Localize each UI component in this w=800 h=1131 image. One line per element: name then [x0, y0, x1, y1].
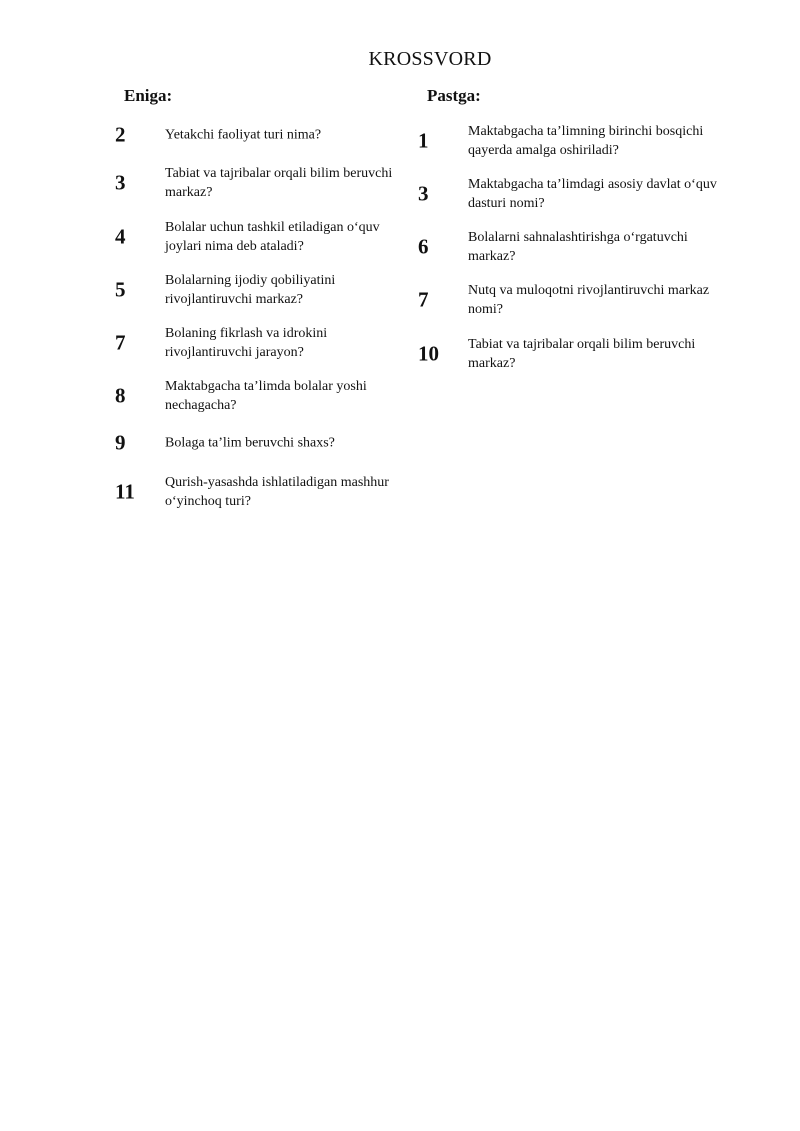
- clue-text: Tabiat va tajribalar orqali bilim beruvchi markaz?: [165, 166, 393, 200]
- across-clue: [115, 322, 415, 364]
- down-clue: [418, 226, 748, 268]
- clue-text: Bolalarni sahnalashtirishga o‘rgatuvchi markaz?: [468, 230, 688, 264]
- clue-text: Nutq va muloqotni rivojlantiruvchi markaz nomi?: [468, 283, 710, 317]
- down-heading: Pastga:: [427, 86, 481, 105]
- down-clue: [418, 333, 748, 375]
- across-clue: [115, 375, 415, 417]
- across-clue: [115, 162, 415, 204]
- clue-text: Maktabgacha ta’limda bolalar yoshi nechagacha?: [165, 379, 367, 413]
- clue-text: Bolalar uchun tashkil etiladigan o‘quv joylari nima deb ataladi?: [165, 220, 380, 254]
- clue-number: 4: [115, 224, 126, 249]
- clue-text: Maktabgacha ta’limdagi asosiy davlat o‘quv dasturi nomi?: [468, 177, 717, 211]
- clue-number: 10: [418, 341, 439, 366]
- page-title: KROSSVORD: [368, 48, 492, 70]
- clue-text: Tabiat va tajribalar orqali bilim beruvchi markaz?: [468, 337, 696, 371]
- across-clue: [115, 216, 415, 258]
- down-clue: [418, 120, 748, 162]
- clue-number: 5: [115, 277, 126, 302]
- across-clue: [115, 422, 415, 464]
- across-heading: Eniga:: [124, 86, 173, 105]
- across-clue-list: [115, 0, 415, 1131]
- clue-number: 3: [115, 170, 126, 195]
- down-clue: [418, 279, 748, 321]
- clue-text: Yetakchi faoliyat turi nima?: [165, 127, 322, 143]
- across-clue: [115, 471, 415, 513]
- across-clue: [115, 269, 415, 311]
- clue-number: 7: [418, 287, 429, 312]
- clue-number: 1: [418, 128, 429, 153]
- clue-number: 8: [115, 383, 126, 408]
- across-clue: [115, 114, 415, 156]
- clue-number: 6: [418, 234, 429, 259]
- clue-number: 7: [115, 330, 126, 355]
- clue-number: 11: [115, 479, 135, 504]
- clue-text: Bolaning fikrlash va idrokini rivojlantiruvchi jarayon?: [165, 326, 328, 360]
- clue-number: 2: [115, 122, 126, 147]
- down-clue: [418, 173, 748, 215]
- clue-text: Bolalarning ijodiy qobiliyatini rivojlantiruvchi markaz?: [165, 273, 336, 307]
- clue-number: 3: [418, 181, 429, 206]
- clue-number: 9: [115, 430, 126, 455]
- clue-text: Maktabgacha ta’limning birinchi bosqichi qayerda amalga oshiriladi?: [468, 124, 704, 158]
- clue-text: Bolaga ta’lim beruvchi shaxs?: [165, 435, 335, 451]
- down-clue-list: [418, 0, 748, 1131]
- clue-text: Qurish-yasashda ishlatiladigan mashhur o‘yinchoq turi?: [165, 475, 389, 509]
